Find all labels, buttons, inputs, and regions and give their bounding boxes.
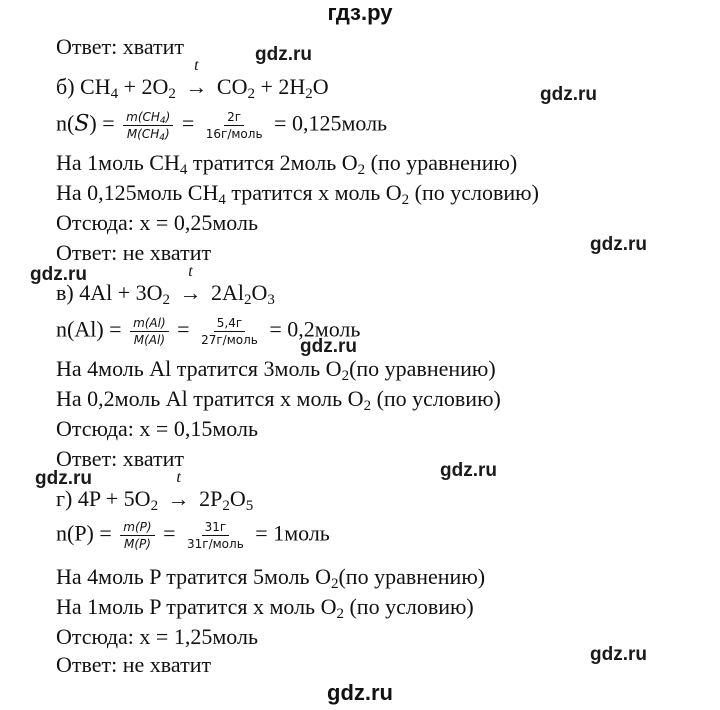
answer-d: Ответ: не хватит [56,652,212,677]
calc-n-s: n(S) = $\frac{m(CH_4)}{M(CH_4)}$ = $\frac{2г}{\text{16г/моль}}$ = 0,125моль [56,110,388,143]
ratio-equation-d: На 4моль P тратится 5моль $O_2(по$ уравнению) [56,564,486,592]
result-c: Отсюда: x = 0,15моль [56,416,258,441]
fraction-mass-al: $\frac{m(Al)}{M(Al)}$ [130,316,169,347]
watermark: gdz.ru [255,44,312,65]
equation-b: б) $CH_4 + 2O_2$ → t $CO_2 + 2H_2O$ [56,57,329,102]
watermark: gdz.ru [30,264,87,285]
fraction-2g-16: $\frac{2г}{\text{16г/моль}}$ [205,110,263,141]
answer-b: Ответ: не хватит [56,240,212,265]
fraction-mass-p: $\frac{m(P)}{M(P)}$ [120,520,154,551]
fraction-mass-ch4: $\frac{m(CH_4)}{M(CH_4)}$ [123,110,173,141]
watermark: gdz.ru [300,336,357,357]
watermark: gdz.ru [590,644,647,665]
reaction-arrow-icon: → t [179,263,202,305]
ratio-condition-c: На 0,2моль Al тратится х моль $O_2$ (по условию) [56,386,501,414]
site-footer: gdz.ru [327,680,393,705]
ratio-equation-c: На 4моль Al тратится 3моль $O_2(по$ уравнению) [56,356,496,384]
calc-n-p: n(P) = $\frac{m(P)}{M(P)}$ = $\frac{31г}{\text{31г/моль}}$ = 1моль [56,520,330,551]
reaction-arrow-icon: → t [185,57,208,99]
watermark: gdz.ru [540,84,597,105]
answer-c: Ответ: хватит [56,446,185,471]
result-d: Отсюда: x = 1,25моль [56,624,258,649]
equation-d: г) $4P + 5O_2$ → t $2P_2O_5$ [56,469,254,514]
site-header: гдз.ру [327,0,393,25]
ratio-condition-d: На 1моль P тратится х моль $O_2$ (по условию) [56,594,474,622]
calc-n-al: n(Al) = $\frac{m(Al)}{M(Al)}$ = $\frac{5,4г}{\text{27г/моль}}$ = 0,2моль [56,316,361,347]
watermark: gdz.ru [440,460,497,481]
equation-c: в) $4Al + 3O_2$ → t $2Al_2O_3$ [56,263,275,308]
fraction-31-31: $\frac{31г}{\text{31г/моль}}$ [187,520,244,551]
reaction-arrow-icon: → t [167,469,190,511]
watermark: gdz.ru [590,234,647,255]
watermark: gdz.ru [35,468,92,489]
ratio-equation-b: На 1моль $CH_4$ тратится 2моль $O_2$ (по уравнению) [56,150,518,178]
answer-a: Ответ: хватит [56,34,185,59]
fraction-54-27: $\frac{5,4г}{\text{27г/моль}}$ [201,316,258,347]
result-b: Отсюда: x = 0,25моль [56,210,258,235]
ratio-condition-b: На 0,125моль $CH_4$ тратится х моль $O_2$ (по условию) [56,180,539,208]
